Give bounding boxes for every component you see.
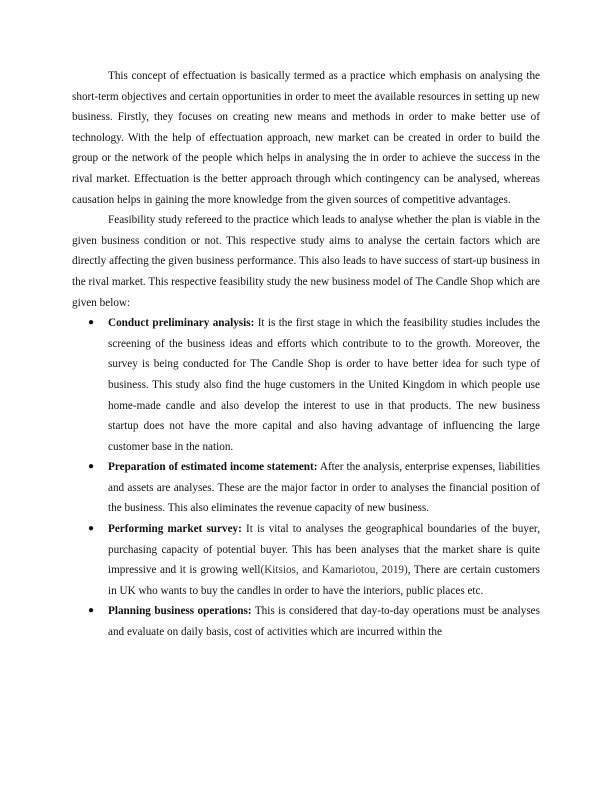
list-item-text: This is considered that day-to-day operations must be analyses and evaluate on daily basis, cost of activities which are incurred within the [108,605,540,639]
paragraph-feasibility: Feasibility study refereed to the practice which leads to analyse whether the plan is viable in the given business condition or not. This respective study aims to analyse the certain factors which are directly affecting the given business performance. This also leads to have success of start-up business in the rival market. This respective feasibility study the new business model of The Candle Shop which are given below: [72,214,540,309]
citation: (Kitsios, and Kamariotou, 2019) [260,564,408,577]
bullet-list [72,313,540,643]
bullet-icon: ● [88,461,95,473]
paragraph-effectuation: This concept of effectuation is basically termed as a practice which emphasis on analysing the short-term objectives and certain opportunities in order to meet the available resources in setting up new business. Firstly, they focuses on creating new means and methods in order to make better use of technology. With the help of effectuation approach, new market can be created in order to build the group or the network of the people which helps in analysing the in order to achieve the success in the rival market. Effectuation is the better approach through which contingency can be analysed, whereas causation helps in gaining the more knowledge from the given sources of competitive advantages. [72,70,540,206]
list-item [72,519,540,601]
bullet-icon: ● [88,523,95,535]
list-item-text: After the analysis, enterprise expenses, liabilities and assets are analyses. These are the major factor in order to analyses the financial position of the business. This also eliminates the revenue capacity of new business. [108,461,540,515]
bullet-icon: ● [88,317,95,329]
list-item-term: Performing market survey: [108,523,242,536]
list-item-term: Preparation of estimated income statement: [108,461,318,474]
list-item-term: Planning business operations: [108,605,252,618]
list-item [72,601,540,642]
list-item-text-continued: , There are certain customers in UK who wants to buy the candles in order to have the interiors, public places etc. [108,564,540,597]
list-item-text: It is the first stage in which the feasibility studies includes the screening of the business ideas and efforts which contribute to to the growth. Moreover, the survey is being conducted for The Candle Shop is order to have better idea for such type of business. This study also find the huge customers in the United Kingdom in which people use home-made candle and also develop the interest to use in that products. The new business startup does not have the more capital and also having advantage of influencing the large customer base in the nation. [108,317,540,453]
list-item [72,457,540,519]
document-page [72,66,540,643]
list-item-term: Conduct preliminary analysis: [108,317,255,330]
list-item-text: It is vital to analyses the geographical boundaries of the buyer, purchasing capacity of potential buyer. This has been analyses that the market share is quite impressive and it is growing well [108,523,540,577]
bullet-icon: ● [88,605,95,617]
list-item [72,313,540,457]
